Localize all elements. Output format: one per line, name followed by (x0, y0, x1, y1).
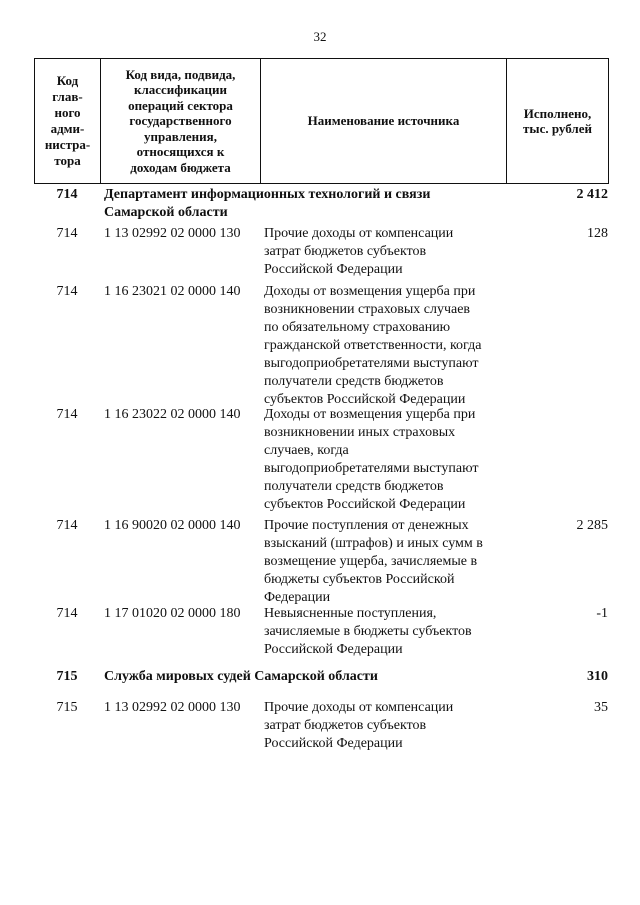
classification-code: 1 17 01020 02 0000 180 (104, 606, 241, 621)
source-name-line: Прочие поступления от денежных (264, 518, 469, 533)
admin-code: 715 (56, 669, 78, 684)
source-name-line: Российской Федерации (264, 642, 403, 657)
classification-code: 1 16 23021 02 0000 140 (104, 284, 241, 299)
source-name (264, 225, 508, 279)
header-code-line: Код вида, подвида, (125, 66, 236, 82)
source-name-line: получатели средств бюджетов (264, 479, 444, 494)
header-code-line: относящихся к (136, 144, 225, 160)
header-admin-code (35, 59, 101, 184)
admin-code: 714 (56, 187, 78, 202)
source-name-line: по обязательному страхованию (264, 320, 451, 335)
source-name-line: бюджеты субъектов Российской (264, 572, 455, 587)
header-code-line: доходам бюджета (130, 159, 231, 175)
source-name-line: выгодоприобретателями выступают (264, 461, 479, 476)
source-name-line: зачисляемые в бюджеты субъектов (264, 624, 472, 639)
group-title (104, 186, 514, 222)
source-name-line: субъектов Российской Федерации (264, 392, 466, 407)
amount: 35 (594, 700, 608, 715)
classification-code: 1 16 90020 02 0000 140 (104, 518, 241, 533)
header-source-name: Наименование источника (261, 59, 507, 184)
amount: 310 (587, 669, 608, 684)
amount: -1 (596, 606, 608, 621)
source-name-line: возмещение ущерба, зачисляемые в (264, 554, 478, 569)
admin-code: 714 (56, 226, 78, 241)
header-admin-line: Код (56, 73, 79, 88)
source-name-line: субъектов Российской Федерации (264, 497, 466, 512)
admin-code: 714 (56, 606, 78, 621)
header-admin-line: адми- (50, 121, 85, 136)
table-header (34, 58, 609, 184)
source-name-line: получатели средств бюджетов (264, 374, 444, 389)
source-name-line: Прочие доходы от компенсации (264, 226, 454, 241)
header-executed-line: Исполнено, (523, 105, 592, 121)
source-name (264, 699, 508, 753)
classification-code: 1 13 02992 02 0000 130 (104, 700, 241, 715)
header-admin-line: глав- (52, 89, 83, 104)
header-executed (507, 59, 609, 184)
header-executed-line: тыс. рублей (523, 121, 592, 136)
classification-code: 1 16 23022 02 0000 140 (104, 407, 241, 422)
header-code-line: операций сектора (128, 97, 233, 113)
source-name-line: гражданской ответственности, когда (264, 338, 482, 353)
header-classification-code (101, 59, 261, 184)
header-code-line: государственного (129, 113, 232, 129)
group-title-line: Служба мировых судей Самарской области (104, 669, 378, 684)
source-name-line: Российской Федерации (264, 262, 403, 277)
admin-code: 715 (56, 700, 78, 715)
header-code-line: классификации (133, 82, 228, 98)
header-admin-line: ного (54, 105, 81, 120)
source-name-line: затрат бюджетов субъектов (264, 718, 427, 733)
admin-code: 714 (56, 407, 78, 422)
source-name (264, 406, 508, 514)
group-title-line: Департамент информационных технологий и связи (104, 187, 431, 202)
source-name-line: Доходы от возмещения ущерба при (264, 284, 476, 299)
amount: 2 285 (576, 518, 608, 533)
source-name-line: Доходы от возмещения ущерба при (264, 407, 476, 422)
source-name (264, 283, 508, 409)
admin-code: 714 (56, 518, 78, 533)
source-name (264, 605, 508, 659)
source-name-line: Российской Федерации (264, 736, 403, 751)
source-name-line: Невыясненные поступления, (264, 606, 437, 621)
source-name-line: взысканий (штрафов) и иных сумм в (264, 536, 483, 551)
amount: 2 412 (576, 187, 608, 202)
header-admin-line: нистра- (44, 137, 91, 152)
amount: 128 (587, 226, 608, 241)
source-name-line: случаев, когда (264, 443, 349, 458)
source-name-line: возникновении иных страховых (264, 425, 456, 440)
header-admin-line: тора (54, 153, 81, 168)
page-number: 32 (313, 29, 327, 44)
classification-code: 1 13 02992 02 0000 130 (104, 226, 241, 241)
source-name-line: выгодоприобретателями выступают (264, 356, 479, 371)
admin-code: 714 (56, 284, 78, 299)
group-title (104, 668, 514, 686)
group-title-line: Самарской области (104, 205, 228, 220)
source-name-line: Федерации (264, 590, 331, 605)
source-name-line: Прочие доходы от компенсации (264, 700, 454, 715)
source-name (264, 517, 508, 607)
source-name-line: возникновении страховых случаев (264, 302, 471, 317)
source-name-line: затрат бюджетов субъектов (264, 244, 427, 259)
header-code-line: управления, (144, 128, 217, 144)
